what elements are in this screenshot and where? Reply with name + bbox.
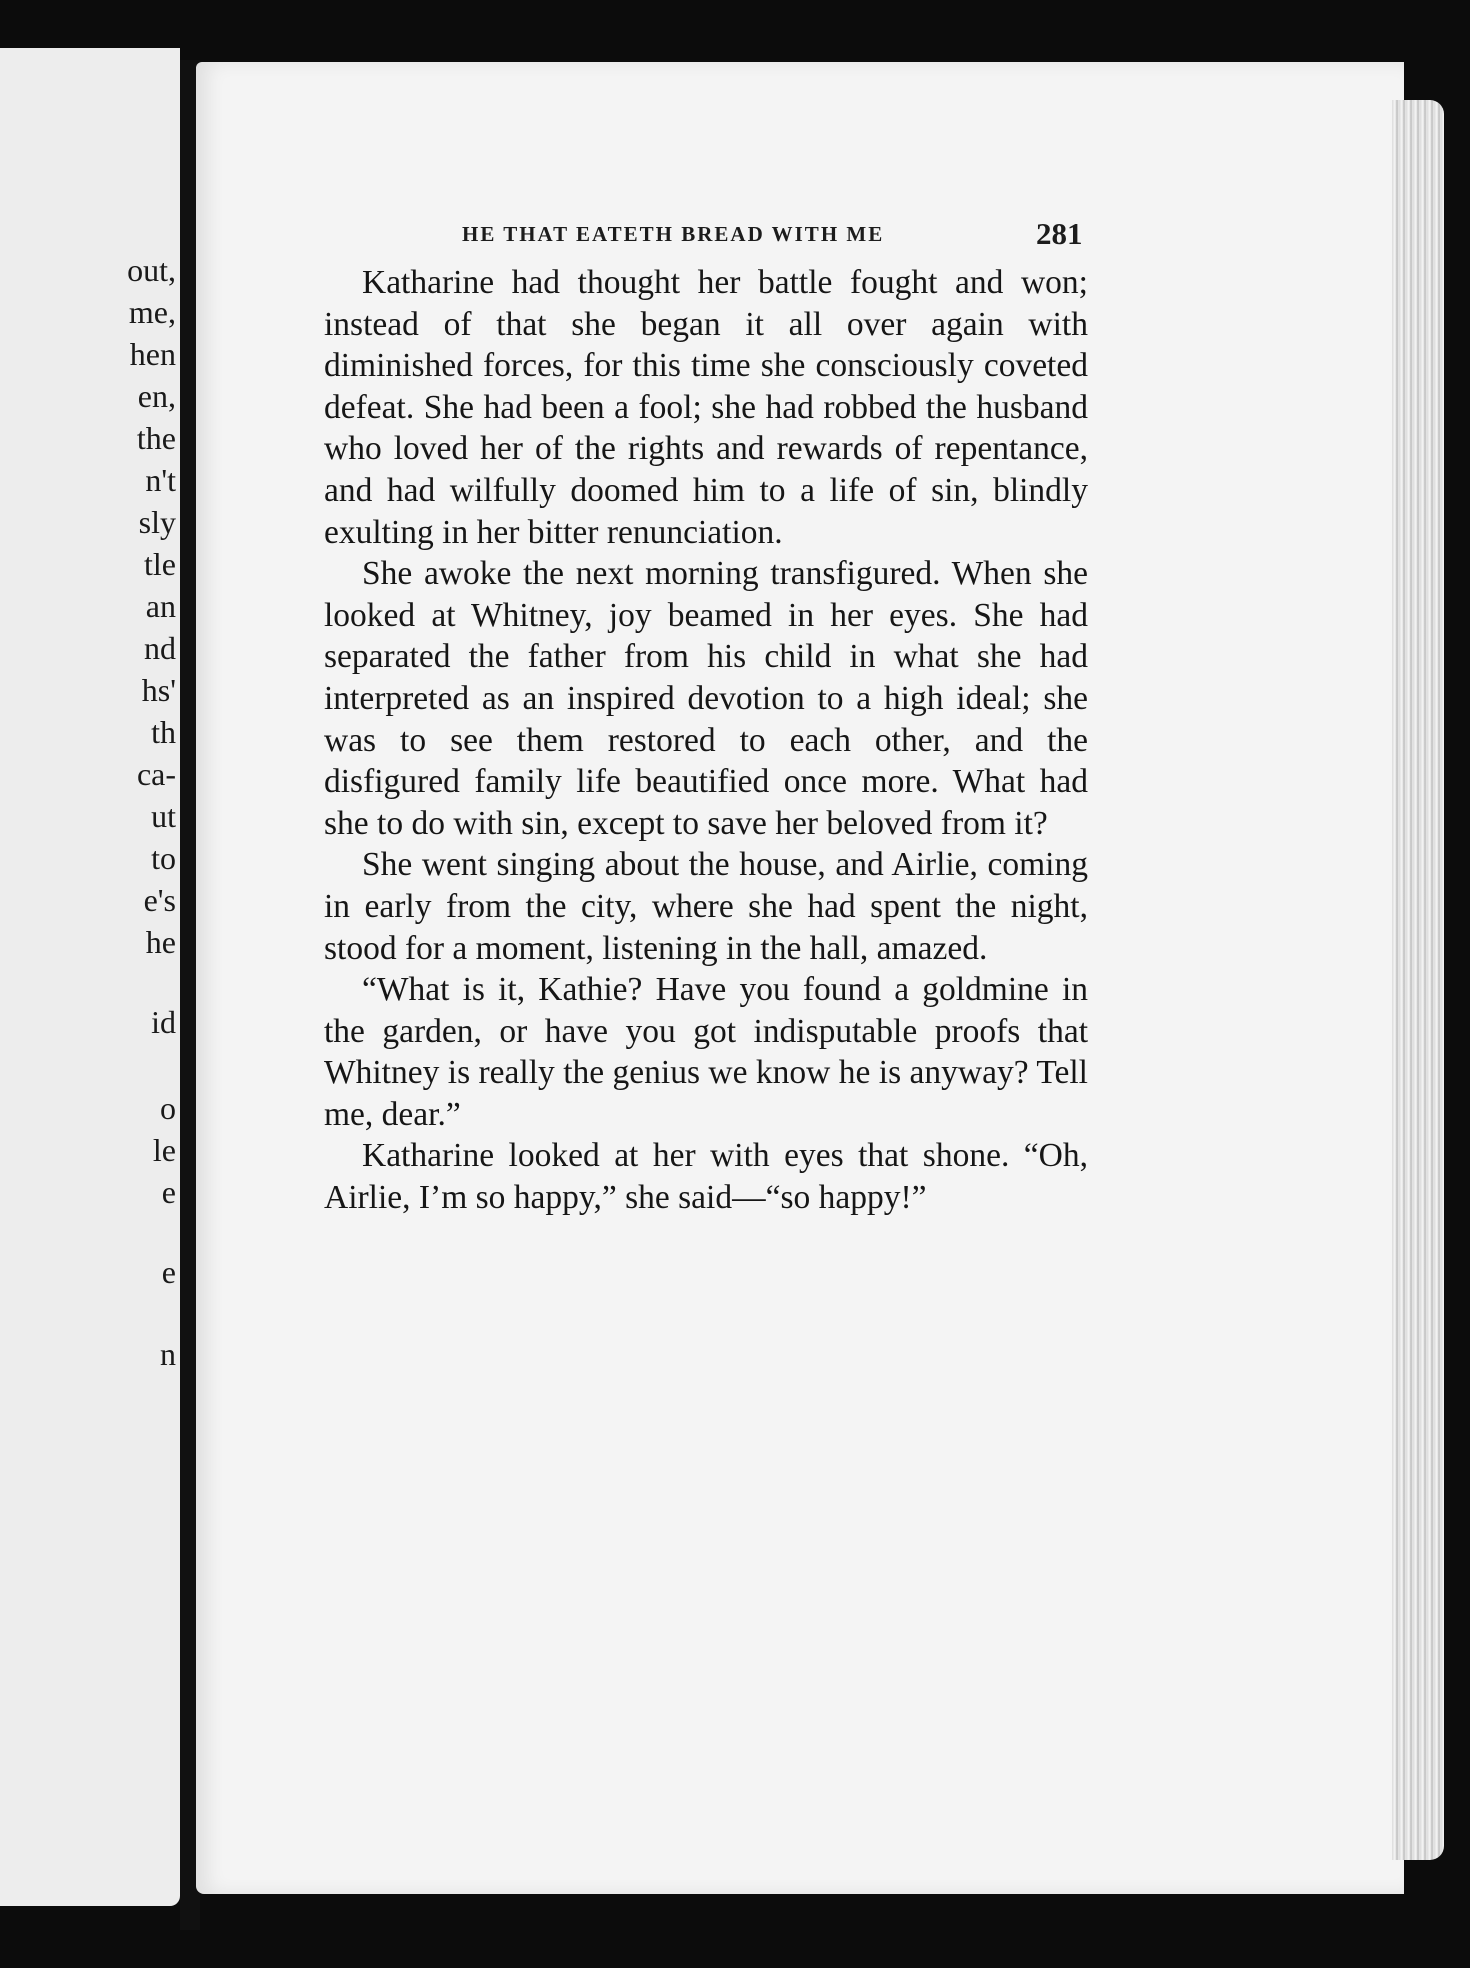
left-page-fragment: an bbox=[145, 588, 176, 624]
left-page-fragment: sly bbox=[138, 504, 176, 540]
left-page-fragment: en, bbox=[137, 378, 176, 414]
paragraph: Katharine looked at her with eyes that shone. “Oh, Airlie, I’m so happy,” she said—“so happy!” bbox=[324, 1137, 1088, 1217]
left-page-fragment: nd bbox=[144, 630, 176, 666]
left-page-fragment: tle bbox=[144, 546, 176, 582]
left-page-fragment: le bbox=[152, 1132, 176, 1168]
page-stack-edge bbox=[1392, 100, 1444, 1860]
left-page-fragment: to bbox=[151, 840, 176, 876]
paragraph: Katharine had thought her battle fought and won; instead of that she began it all over again with diminished forces, for this time she consciously coveted defeat. She had been a fool; she had robbed the husband who loved her of the rights and rewards of repentance, and had wilfully doomed him to a life of sin, blindly exulting in her bitter renunciation. bbox=[324, 264, 1088, 551]
left-page-fragment: ca- bbox=[136, 756, 176, 792]
left-page-fragment: n't bbox=[145, 462, 176, 498]
left-page-fragment: e bbox=[161, 1174, 176, 1210]
paragraph: She awoke the next morning transfigured. When she looked at Whitney, joy beamed in her eyes. She had separated the father from his child in what she had interpreted as an inspired devotion to a high ideal; she was to see them restored to each other, and the disfigured family life beautified once more. What had she to do with sin, except to save her beloved from it? bbox=[324, 555, 1088, 842]
left-page-fragment: the bbox=[136, 420, 176, 456]
left-page-fragment: o bbox=[160, 1090, 176, 1126]
left-page-fragment: th bbox=[151, 714, 176, 750]
body-text bbox=[324, 262, 1088, 1219]
running-head: HE THAT EATETH BREAD WITH ME bbox=[462, 222, 885, 246]
left-page-fragment: hen bbox=[129, 336, 176, 372]
left-page-fragment: n bbox=[160, 1336, 176, 1372]
left-page-fragment: out, bbox=[127, 252, 176, 288]
page-number: 281 bbox=[1036, 216, 1083, 251]
left-page-fragment: me, bbox=[128, 294, 176, 330]
paragraph: “What is it, Kathie? Have you found a goldmine in the garden, or have you got indisputable proofs that Whitney is really the genius we know he is anyway? Tell me, dear.” bbox=[324, 971, 1088, 1133]
left-page-fragment: e's bbox=[143, 882, 176, 918]
left-facing-page bbox=[0, 48, 180, 1906]
paragraph: She went singing about the house, and Airlie, coming in early from the city, where she had spent the night, stood for a moment, listening in the hall, amazed. bbox=[324, 846, 1088, 967]
left-page-fragment: he bbox=[145, 924, 176, 960]
left-page-fragment: id bbox=[151, 1004, 176, 1040]
left-page-fragment: e bbox=[161, 1254, 176, 1290]
left-page-fragment: hs' bbox=[141, 672, 176, 708]
left-page-fragment: ut bbox=[151, 798, 176, 834]
